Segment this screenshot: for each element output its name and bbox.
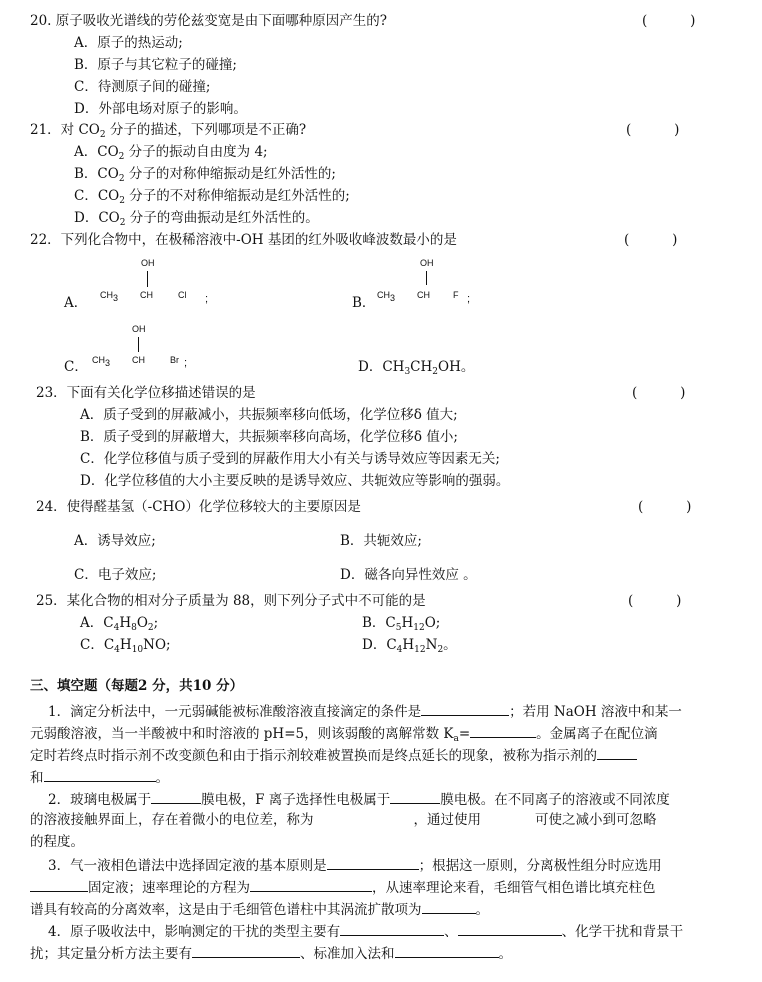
q20-option-a: A．原子的热运动; [74, 35, 183, 51]
q22-answer-paren[interactable]: ( ) [624, 232, 678, 248]
q24-option-b: B．共轭效应; [340, 533, 422, 549]
ch3-group: $CH_3$ [377, 290, 396, 303]
section-3-title: 三、填空题（每题2 分，共10 分） [30, 678, 244, 694]
q21-stem: 21．对 $CO_2$ 分子的描述，下列哪项是不正确? [30, 122, 307, 140]
oh-group: OH [141, 258, 155, 268]
fill-1-line-1: 1．滴定分析法中，一元弱碱能被标准酸溶液直接滴定的条件是 ；若用 NaOH 溶液中和某一 [48, 700, 682, 723]
q24-option-c: C．电子效应; [74, 567, 157, 583]
q23-option-d: D．化学位移值的大小主要反映的是诱导效应、共轭效应等影响的强弱。 [80, 473, 510, 489]
q22-option-a-label: A． [64, 295, 88, 311]
option-end: ; [184, 357, 188, 369]
halogen-br: Br [170, 355, 179, 365]
q24-option-d: D．磁各向异性效应 。 [340, 567, 477, 583]
q24-answer-paren[interactable]: ( ) [638, 499, 692, 515]
fill-1-line-3: 定时若终点时指示剂不改变颜色和由于指示剂较难被置换而是终点延长的现象，被称为指示剂的 [30, 744, 637, 767]
fill-3-blank-3[interactable] [250, 876, 372, 892]
fill-3-line-3: 谱具有较高的分离效率，这是由于毛细管色谱柱中其涡流扩散项为 。 [30, 898, 489, 921]
q22-option-c-label: C． [64, 359, 88, 375]
halogen-cl: Cl [178, 290, 187, 300]
q23-option-c: C．化学位移值与质子受到的屏蔽作用大小有关与诱导效应等因素无关; [80, 451, 500, 467]
fill-3-blank-1[interactable] [327, 854, 419, 870]
fill-2-line-2: 的溶液接触界面上，存在着微小的电位差，称为 ，通过使用 可使之减小到可忽略 [30, 812, 657, 828]
q25-option-a: A．$C_4H_8O_2$; [80, 615, 159, 633]
q25-option-d: D．$C_4H_{12}N_2$。 [362, 637, 457, 655]
ch-group: CH [417, 290, 430, 300]
oh-group: OH [420, 258, 434, 268]
q22-option-d: D．$CH_3CH_2OH$。 [358, 359, 475, 377]
fill-1-blank-2[interactable] [470, 722, 536, 738]
q24-option-a: A．诱导效应; [74, 533, 156, 549]
ch3-group: $CH_3$ [100, 290, 119, 303]
q22-option-c-structure [92, 322, 212, 372]
q21-option-c: C．$CO_2$ 分子的不对称伸缩振动是红外活性的; [74, 188, 350, 206]
q20-stem: 20. 原子吸收光谱线的劳伦兹变宽是由下面哪种原因产生的? [30, 13, 387, 29]
fill-2-blank-1[interactable] [151, 788, 201, 804]
fill-1-blank-4[interactable] [44, 766, 156, 782]
q21-option-d: D．$CO_2$ 分子的弯曲振动是红外活性的。 [74, 210, 319, 228]
fill-3-line-2: 固定液；速率理论的方程为 ，从速率理论来看，毛细管气相色谱比填充柱色 [30, 876, 656, 899]
ch-group: CH [132, 355, 145, 365]
fill-4-line-2: 扰；其定量分析方法主要有 、标准加入法和 。 [30, 942, 512, 965]
bond-line [147, 271, 148, 287]
fill-2-line-3: 的程度。 [30, 834, 84, 850]
fill-1-line-4: 和 。 [30, 766, 169, 789]
q23-option-b: B．质子受到的屏蔽增大，共振频率移向高场，化学位移δ 值小; [80, 429, 458, 445]
fill-4-blank-1[interactable] [340, 920, 444, 936]
q25-option-c: C．$C_4H_{10}NO$; [80, 637, 171, 655]
q22-option-b-structure [377, 256, 497, 306]
q25-stem: 25．某化合物的相对分子质量为 88，则下列分子式中不可能的是 [36, 593, 426, 609]
q20-option-d: D．外部电场对原子的影响。 [74, 101, 247, 117]
fill-4-blank-2[interactable] [458, 920, 562, 936]
q24-stem: 24．使得醛基氢（-CHO）化学位移较大的主要原因是 [36, 499, 361, 515]
oh-group: OH [132, 324, 146, 334]
fill-3-blank-2[interactable] [30, 876, 88, 892]
q20-answer-paren[interactable]: ( ) [642, 13, 696, 29]
option-end: ; [467, 293, 471, 305]
q21-answer-paren[interactable]: ( ) [626, 122, 680, 138]
bond-line [426, 271, 427, 285]
fill-1-line-2: 元弱酸溶液，当一半酸被中和时溶液的 pH=5，则该弱酸的离解常数 $K_a=$ 。金属离子在配位滴 [30, 722, 658, 745]
fill-1-blank-1[interactable] [421, 700, 509, 716]
fill-3-blank-4[interactable] [422, 898, 476, 914]
q23-answer-paren[interactable]: ( ) [632, 385, 686, 401]
ch3-group: $CH_3$ [92, 355, 111, 368]
fill-2-line-1: 2．玻璃电极属于 膜电极，F 离子选择性电极属于 膜电极。在不同离子的溶液或不同浓度 [48, 788, 670, 811]
q22-option-b-label: B． [352, 295, 376, 311]
q21-option-a: A．$CO_2$ 分子的振动自由度为 4; [74, 144, 268, 162]
q22-option-a-structure [100, 258, 220, 308]
q20-option-c: C．待测原子间的碰撞; [74, 79, 211, 95]
fill-4-blank-3[interactable] [192, 942, 300, 958]
q21-option-b: B．$CO_2$ 分子的对称伸缩振动是红外活性的; [74, 166, 336, 184]
fill-1-blank-3[interactable] [597, 744, 637, 760]
fill-3-line-1: 3．气一液相色谱法中选择固定液的基本原则是 ；根据这一原则，分离极性组分时应选用 [48, 854, 662, 877]
q23-stem: 23．下面有关化学位移描述错误的是 [36, 385, 256, 401]
q20-option-b: B．原子与其它粒子的碰撞; [74, 57, 237, 73]
q25-answer-paren[interactable]: ( ) [628, 593, 682, 609]
q23-option-a: A．质子受到的屏蔽减小，共振频率移向低场，化学位移δ 值大; [80, 407, 458, 423]
ch-group: CH [140, 290, 153, 300]
fill-4-blank-4[interactable] [395, 942, 499, 958]
halogen-f: F [453, 290, 459, 300]
bond-line [138, 337, 139, 352]
q25-option-b: B．$C_5H_{12}O$; [362, 615, 441, 633]
option-end: ; [205, 293, 209, 305]
q22-stem: 22．下列化合物中，在极稀溶液中-OH 基团的红外吸收峰波数最小的是 [30, 232, 457, 248]
fill-2-blank-2[interactable] [390, 788, 440, 804]
fill-4-line-1: 4．原子吸收法中，影响测定的干扰的类型主要有 、 、化学干扰和背景干 [48, 920, 683, 943]
